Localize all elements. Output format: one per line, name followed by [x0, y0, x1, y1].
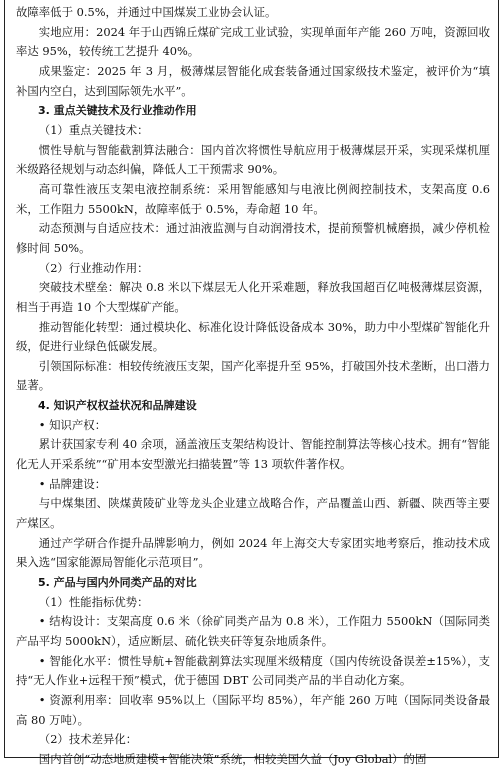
paragraph: 通过产学研合作提升品牌影响力，例如 2024 年上海交大专家团实地考察后，推动技术成果入选“国家能源局智能化示范项目”。: [16, 535, 490, 570]
paragraph: 成果鉴定：2025 年 3 月，极薄煤层智能化成套装备通过国家级技术鉴定，被评价为“填补国内空白，达到国际领先水平”。: [16, 63, 490, 98]
paragraph: （2）技术差异化：: [38, 732, 138, 747]
paragraph: 引领国际标准：相较传统液压支架，国产化率提升至 95%，打破国外技术垄断，出口潜力显著。: [16, 358, 490, 393]
paragraph: 惯性导航与智能截割算法融合：国内首次将惯性导航应用于极薄煤层开采，实现采煤机厘米级路径规划与动态纠偏，降低人工干预需求 90%。: [16, 142, 490, 177]
paragraph: 突破技术壁垒：解决 0.8 米以下煤层无人化开采难题，释放我国超百亿吨极薄煤层资源，相当于再造 10 个大型煤矿产能。: [16, 280, 490, 314]
paragraph: （1）重点关键技术：: [38, 122, 149, 137]
paragraph: （2）行业推动作用：: [38, 260, 149, 275]
paragraph: 推动智能化转型：通过模块化、标准化设计降低设备成本 30%，助力中小型煤矿智能化升级，促进行业绿色低碳发展。: [16, 319, 490, 354]
paragraph: 实地应用：2024 年于山西锦丘煤矿完成工业试验，实现单面年产能 260 万吨，资源回收率达 95%，较传统工艺提升 40%。: [16, 24, 490, 59]
paragraph: 与中煤集团、陕煤黄陵矿业等龙头企业建立战略合作，产品覆盖山西、新疆、陕西等主要产煤区。: [16, 496, 490, 531]
paragraph: • 资源利用率：回收率 95%以上（国际平均 85%），年产能 260 万吨（国际同类设备最高 80 万吨）。: [16, 692, 490, 727]
paragraph: 动态预测与自适应技术：通过油液监测与自动润滑技术，提前预警机械磨损，减少停机检修时间 50%。: [16, 221, 490, 255]
section-heading: 3. 重点关键技术及行业推动作用: [38, 104, 197, 118]
section-heading: 5. 产品与国内外同类产品的对比: [38, 576, 197, 590]
document-body: [5, 0, 498, 770]
paragraph: • 结构设计：支架高度 0.6 米（徐矿同类产品为 0.8 米），工作阻力 5500kN（国际同类产品平均 5000kN），适应断层、硫化铁夹矸等复杂地质条件。: [16, 614, 490, 648]
paragraph: 故障率低于 0.5%，并通过中国煤炭工业协会认证。: [16, 5, 277, 19]
paragraph: 高可靠性液压支架电液控制系统：采用智能感知与电液比例阀控制技术，支架高度 0.6 米，工作阻力 5500kN，故障率低于 0.5%，寿命超 10 年。: [16, 181, 490, 216]
document-frame: [4, 0, 499, 766]
paragraph: • 品牌建设：: [38, 476, 107, 491]
paragraph: • 知识产权：: [38, 417, 107, 432]
paragraph: 国内首创“动态地质建模+智能决策”系统，相较美国久益（Joy Global）的固: [38, 751, 427, 766]
paragraph: 累计获国家专利 40 余项，涵盖液压支架结构设计、智能控制算法等核心技术。拥有“智能化无人开采系统”“矿用本安型激光扫描装置”等 13 项软件著作权。: [16, 437, 490, 472]
paragraph: （1）性能指标优势：: [38, 594, 149, 609]
section-heading: 4. 知识产权权益状况和品牌建设: [38, 399, 197, 413]
paragraph: • 智能化水平：惯性导航+智能截割算法实现厘米级精度（国内传统设备误差±15%），支持“无人作业+远程干预”模式，优于德国 DBT 公司同类产品的半自动化方案。: [16, 653, 490, 688]
